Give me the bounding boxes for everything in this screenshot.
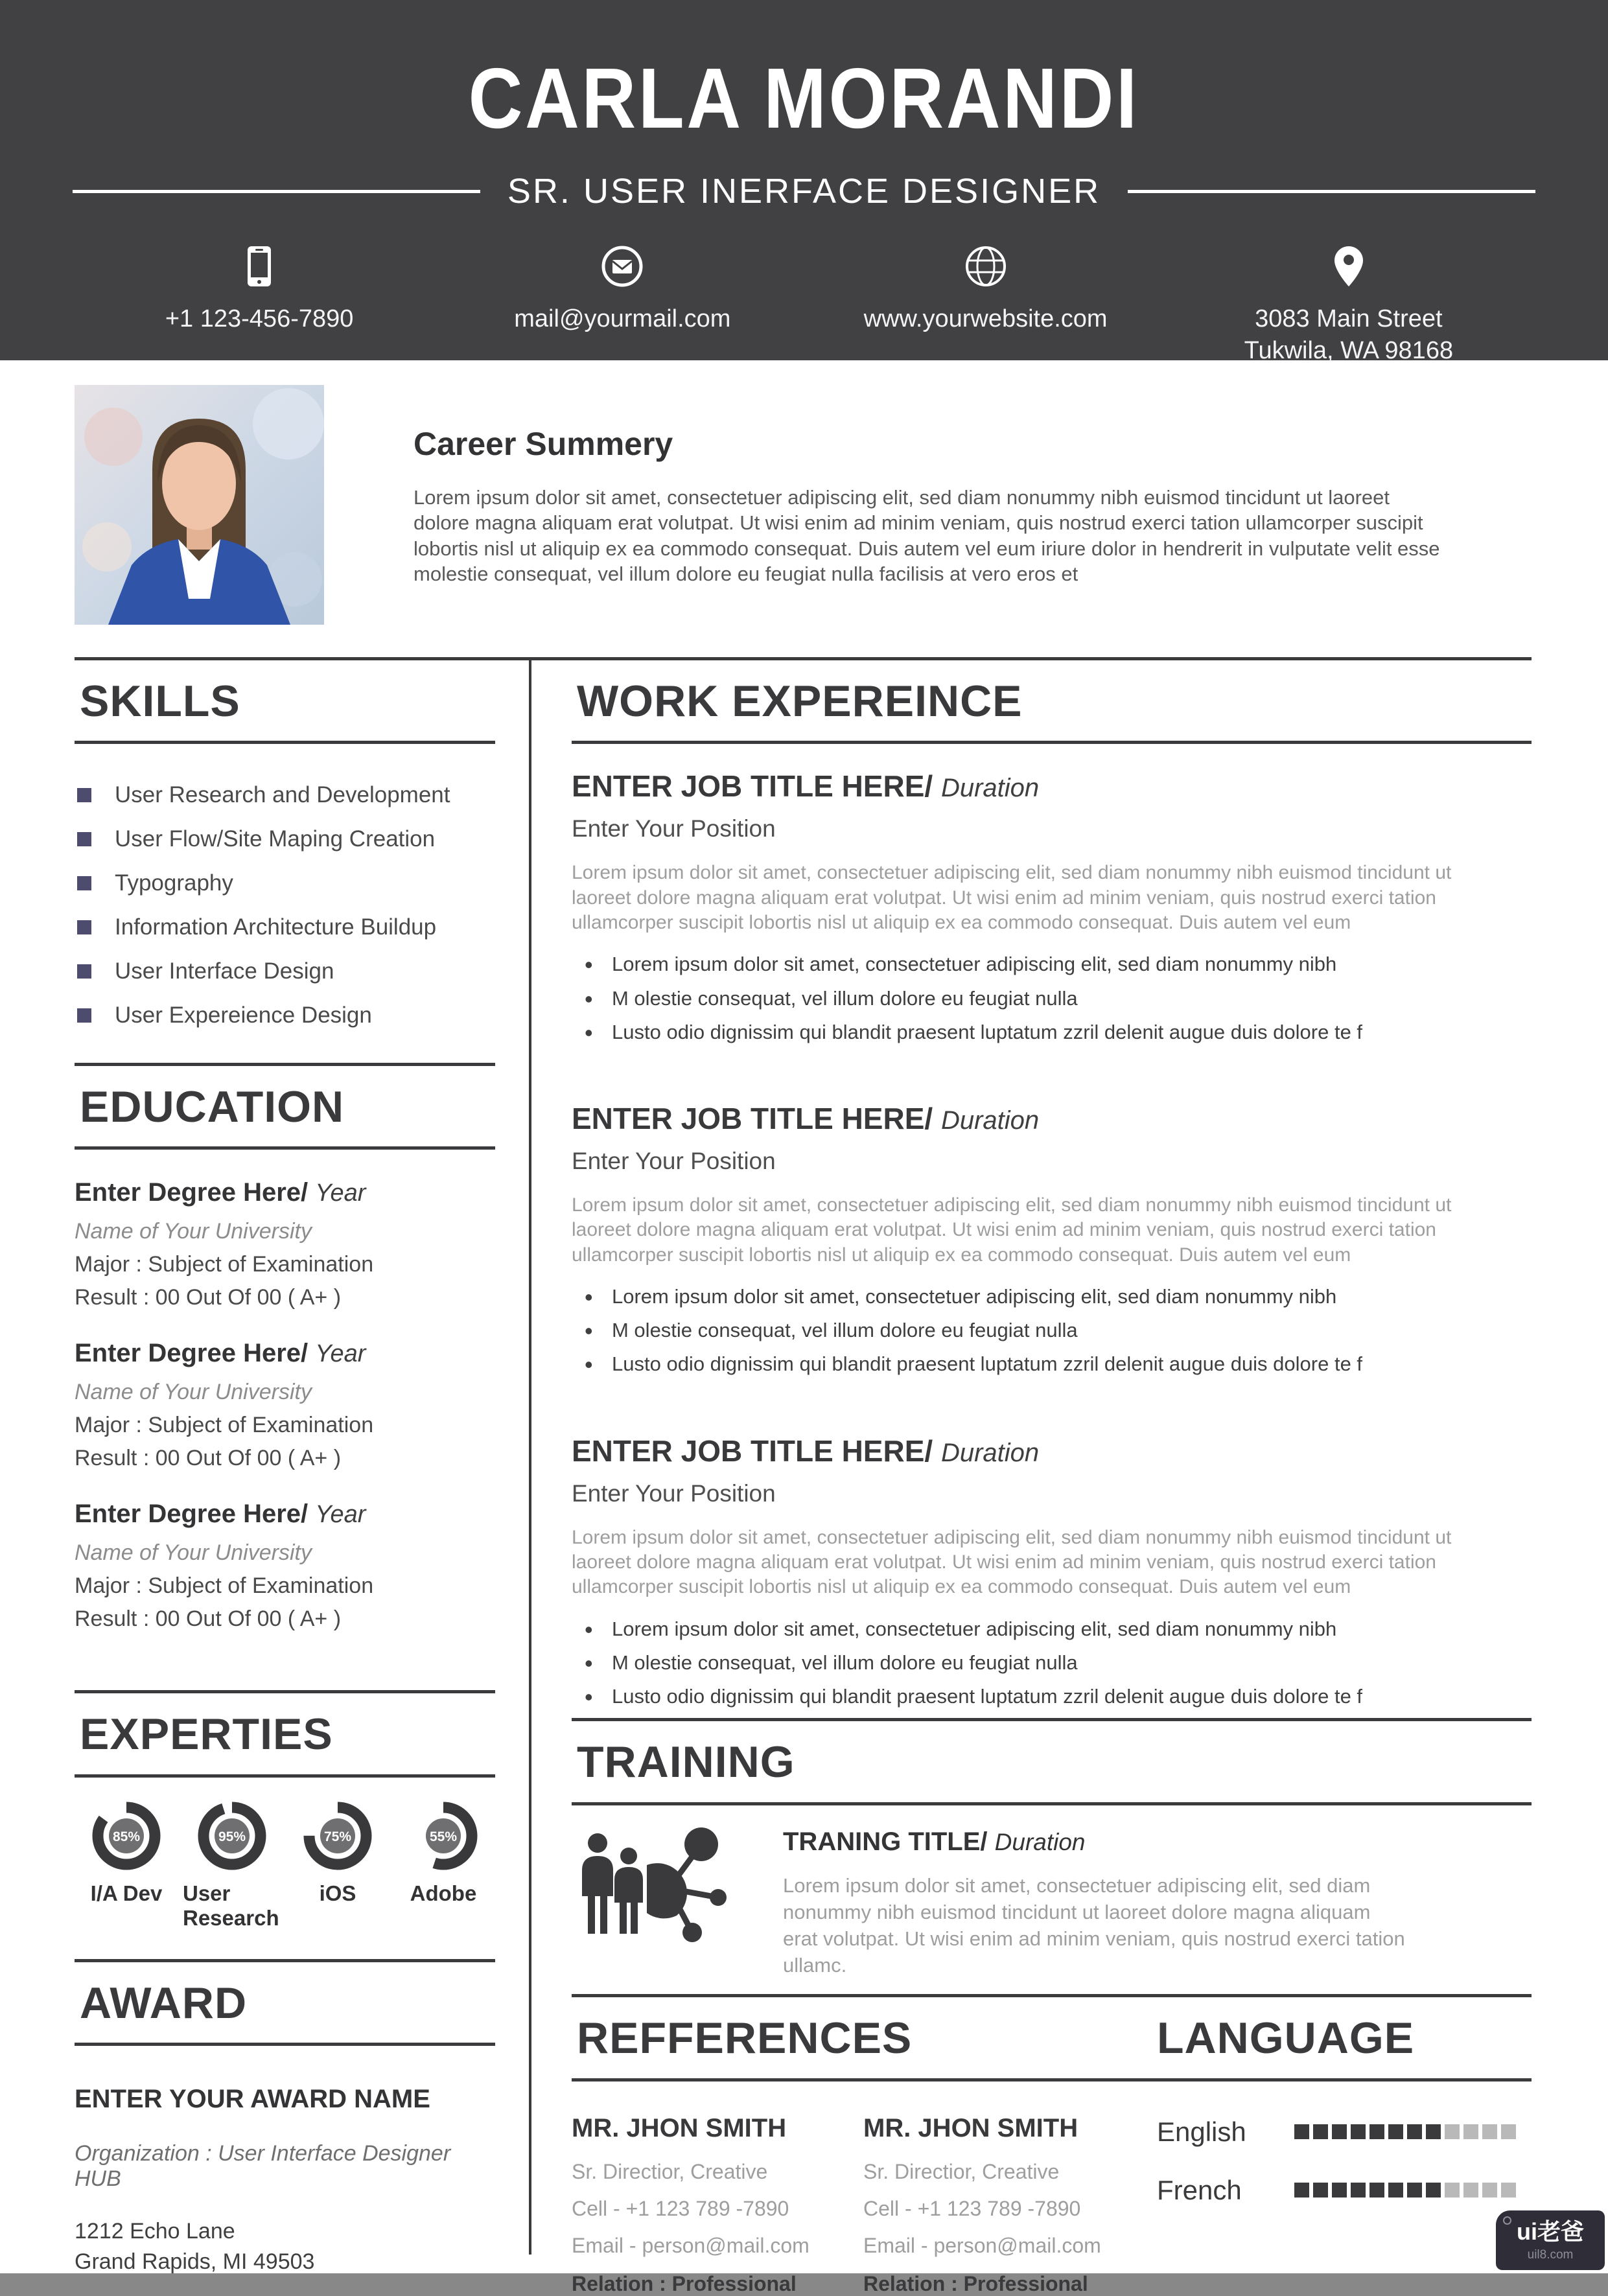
language-level-square	[1332, 2183, 1347, 2197]
skill-item	[75, 826, 495, 853]
language-level-square	[1313, 2183, 1328, 2197]
job-position: Enter Your Position	[572, 815, 776, 842]
language-level-square	[1388, 2183, 1403, 2197]
gauge-ring-icon	[90, 1800, 163, 1872]
skill-bullet-square	[77, 920, 91, 934]
career-summary-text: Lorem ipsum dolor sit amet, consectetuer adipiscing elit, sed diam nonummy nibh euismod tincidunt ut laoreet dolore magna aliquam erat volutpat. Ut wisi enim ad minim veniam, quis nostrud exerci tation ullamcorper suscipit lobortis nisl ut aliquip ex ea commodo consequat. Duis autem vel eum iriure dolor in hendrerit in vulputate velit esse molestie consequat, vel illum dolore eu feugiat nulla facilisis at vero eros et	[414, 486, 1440, 586]
major-line: Major : Subject of Examination	[75, 1573, 374, 1599]
skill-item	[75, 914, 495, 941]
work-experience-heading: WORK EXPEREINCE	[572, 660, 1532, 744]
training-body	[783, 1826, 1405, 1979]
language-list	[1157, 2114, 1532, 2296]
email-icon	[601, 245, 644, 288]
job-bullet: • M olestie consequat, vel illum dolore eu feugiat nulla	[585, 1651, 1532, 1675]
education-heading: EDUCATION	[75, 1063, 495, 1150]
language-level-square	[1407, 2183, 1422, 2197]
reference-email: Email - person@mail.com	[572, 2233, 810, 2257]
reference-email: Email - person@mail.com	[863, 2233, 1101, 2257]
svg-text:55%: 55%	[429, 1829, 458, 1844]
result-line: Result : 00 Out Of 00 ( A+ )	[75, 1606, 342, 1632]
skill-item	[75, 958, 495, 985]
job-title: ENTER JOB TITLE HERE/ Duration	[572, 1101, 1040, 1135]
contact-website	[804, 245, 1167, 367]
job-bullet: • Lorem ipsum dolor sit amet, consectetuer adipiscing elit, sed diam nonummy nibh	[585, 952, 1532, 976]
expertise-gauge	[183, 1800, 281, 1931]
skills-list	[75, 782, 495, 1029]
main-columns	[75, 657, 1532, 2295]
job-list	[572, 769, 1532, 1708]
job-title-band	[0, 171, 1608, 211]
skill-label: Information Architecture Buildup	[115, 914, 437, 940]
page-title: CARLA MORANDI	[468, 51, 1140, 146]
award-heading: AWARD	[75, 1959, 495, 2046]
skill-item	[75, 1002, 495, 1029]
language-level-square	[1426, 2183, 1441, 2197]
language-level-square	[1482, 2124, 1497, 2139]
language-level-square	[1351, 2124, 1366, 2139]
skill-label: User Interface Design	[115, 958, 334, 984]
degree-year: Year	[315, 1501, 366, 1529]
reference-name: MR. JHON SMITH	[572, 2113, 787, 2142]
language-row	[1157, 2175, 1532, 2206]
award-address: 1212 Echo Lane Grand Rapids, MI 49503	[75, 2218, 315, 2275]
gauge-label: Adobe	[410, 1881, 477, 1905]
references-heading: REFFERENCES	[577, 2013, 913, 2063]
language-level-bar	[1294, 2183, 1516, 2197]
training-text: Lorem ipsum dolor sit amet, consectetuer adipiscing elit, sed diam nonummy nibh euismod tincidunt ut laoreet dolore magna aliquam erat volutpat. Ut wisi enim ad minim veniam, quis nostrud exerci tation ullamc.	[783, 1873, 1405, 1977]
watermark-url: uil8.com	[1527, 2247, 1574, 2262]
job-position: Enter Your Position	[572, 1147, 776, 1174]
job-entry	[572, 769, 1532, 1044]
skills-heading: SKILLS	[75, 660, 495, 744]
language-level-square	[1501, 2183, 1516, 2197]
title-rule-right	[1128, 190, 1535, 193]
left-column	[75, 660, 531, 2275]
result-line: Result : 00 Out Of 00 ( A+ )	[75, 1446, 342, 1471]
job-description: Lorem ipsum dolor sit amet, consectetuer adipiscing elit, sed diam nonummy nibh euismod tincidunt ut laoreet dolore magna aliquam erat volutpat. Ut wisi enim ad minim veniam, quis nostrud exerci tation ullamcorper suscipit lobortis nisl ut aliquip ex ea commodo consequat. Duis autem vel eum	[572, 862, 1452, 933]
education-entry	[75, 1339, 495, 1471]
reference-relation: Relation : Professional	[572, 2271, 797, 2295]
language-level-square	[1463, 2124, 1478, 2139]
language-level-square	[1501, 2124, 1516, 2139]
major-line: Major : Subject of Examination	[75, 1413, 374, 1438]
language-level-square	[1369, 2124, 1384, 2139]
award-name: ENTER YOUR AWARD NAME	[75, 2084, 430, 2113]
job-bullet: • Lorem ipsum dolor sit amet, consectetuer adipiscing elit, sed diam nonummy nibh	[585, 1617, 1532, 1641]
university-name: Name of Your University	[75, 1540, 312, 1566]
job-position: Enter Your Position	[572, 1479, 776, 1507]
skill-label: User Research and Development	[115, 782, 450, 808]
references-language-content	[572, 2114, 1532, 2296]
job-bullet-list	[585, 952, 1532, 1044]
reference-card	[863, 2114, 1155, 2296]
reference-role: Sr. Directior, Creative	[863, 2159, 1060, 2183]
skill-item	[75, 782, 495, 809]
job-entry	[572, 1101, 1532, 1376]
gauge-label: iOS	[319, 1881, 356, 1905]
language-heading: LANGUAGE	[1157, 2013, 1415, 2063]
reference-card	[572, 2114, 863, 2296]
career-summary-body	[414, 385, 1447, 625]
professional-title: SR. USER INERFACE DESIGNER	[507, 172, 1101, 211]
language-row	[1157, 2116, 1532, 2148]
job-bullet-list	[585, 1284, 1532, 1376]
reference-name: MR. JHON SMITH	[863, 2113, 1078, 2142]
title-rule-left	[73, 190, 480, 193]
language-level-square	[1407, 2124, 1422, 2139]
website-url: www.yourwebsite.com	[863, 305, 1108, 332]
reference-cards	[572, 2114, 1157, 2296]
references-language-band	[572, 1994, 1532, 2081]
career-summary-heading: Career Summery	[414, 426, 673, 462]
right-column	[531, 660, 1532, 2295]
job-title: ENTER JOB TITLE HERE/ Duration	[572, 1433, 1040, 1468]
svg-text:85%: 85%	[112, 1829, 141, 1844]
skill-item	[75, 870, 495, 897]
reference-relation: Relation : Professional	[863, 2271, 1088, 2295]
language-level-square	[1482, 2183, 1497, 2197]
training-entry	[572, 1826, 1532, 1979]
job-duration: Duration	[940, 1438, 1040, 1467]
experties-heading: EXPERTIES	[75, 1690, 495, 1777]
watermark-badge	[1496, 2210, 1605, 2270]
svg-text:75%: 75%	[323, 1829, 352, 1844]
job-bullet: • M olestie consequat, vel illum dolore eu feugiat nulla	[585, 1318, 1532, 1342]
skill-bullet-square	[77, 1008, 91, 1023]
training-heading: TRAINING	[572, 1718, 1532, 1805]
job-title: ENTER JOB TITLE HERE/ Duration	[572, 769, 1040, 804]
skill-bullet-square	[77, 832, 91, 846]
degree-year: Year	[315, 1179, 366, 1207]
reference-cell: Cell - +1 123 789 -7890	[863, 2196, 1081, 2220]
language-level-square	[1463, 2183, 1478, 2197]
skill-label: User Flow/Site Maping Creation	[115, 826, 436, 852]
contact-address	[1167, 245, 1530, 367]
job-bullet-list	[585, 1617, 1532, 1709]
gauge-ring-icon	[196, 1800, 268, 1872]
degree-title: Enter Degree Here/ Year	[75, 1178, 366, 1207]
contact-email	[441, 245, 804, 367]
language-level-square	[1351, 2183, 1366, 2197]
education-list	[75, 1178, 495, 1632]
training-people-network-icon	[574, 1826, 728, 1979]
language-level-square	[1294, 2183, 1309, 2197]
expertise-gauge	[288, 1800, 387, 1931]
job-entry	[572, 1433, 1532, 1709]
skill-label: User Expereience Design	[115, 1003, 372, 1028]
gauge-ring-icon	[407, 1800, 480, 1872]
language-level-square	[1445, 2124, 1460, 2139]
skill-bullet-square	[77, 788, 91, 802]
job-description: Lorem ipsum dolor sit amet, consectetuer adipiscing elit, sed diam nonummy nibh euismod tincidunt ut laoreet dolore magna aliquam erat volutpat. Ut wisi enim ad minim veniam, quis nostrud exerci tation ullamcorper suscipit lobortis nisl ut aliquip ex ea commodo consequat. Duis autem vel eum	[572, 1526, 1452, 1598]
reference-cell: Cell - +1 123 789 -7890	[572, 2196, 789, 2220]
language-level-square	[1445, 2183, 1460, 2197]
degree-year: Year	[315, 1340, 366, 1368]
phone-icon	[242, 245, 276, 288]
job-bullet: • M olestie consequat, vel illum dolore eu feugiat nulla	[585, 986, 1532, 1010]
language-level-square	[1388, 2124, 1403, 2139]
language-level-square	[1332, 2124, 1347, 2139]
expertise-gauge	[77, 1800, 176, 1931]
job-bullet: • Lusto odio dignissim qui blandit praesent luptatum zzril delenit augue duis dolore te f	[585, 1684, 1532, 1708]
profile-photo	[75, 385, 324, 625]
language-level-square	[1426, 2124, 1441, 2139]
award-organization: Organization : User Interface Designer HUB	[75, 2140, 451, 2191]
globe-icon	[964, 245, 1007, 288]
header	[0, 0, 1608, 365]
language-level-square	[1294, 2124, 1309, 2139]
skill-label: Typography	[115, 870, 233, 896]
language-level-square	[1369, 2183, 1384, 2197]
job-duration: Duration	[940, 774, 1040, 803]
language-name: French	[1157, 2174, 1242, 2205]
reference-role: Sr. Directior, Creative	[572, 2159, 768, 2183]
experties-gauges	[75, 1800, 495, 1931]
gauge-ring-icon	[301, 1800, 374, 1872]
job-bullet: • Lusto odio dignissim qui blandit praesent luptatum zzril delenit augue duis dolore te f	[585, 1020, 1532, 1044]
major-line: Major : Subject of Examination	[75, 1252, 374, 1277]
education-entry	[75, 1500, 495, 1632]
street-address: 3083 Main Street Tukwila, WA 98168	[1244, 305, 1454, 365]
gauge-label: User Research	[183, 1881, 279, 1930]
language-name: English	[1157, 2116, 1246, 2147]
contact-phone	[78, 245, 441, 367]
location-icon	[1333, 245, 1364, 288]
education-entry	[75, 1178, 495, 1310]
phone-number: +1 123-456-7890	[165, 305, 354, 332]
skill-bullet-square	[77, 876, 91, 890]
job-bullet: • Lusto odio dignissim qui blandit praesent luptatum zzril delenit augue duis dolore te f	[585, 1352, 1532, 1376]
watermark-logo-text: ui老爸	[1517, 2218, 1584, 2245]
expertise-gauge	[394, 1800, 493, 1931]
gauge-label: I/A Dev	[90, 1881, 163, 1905]
language-level-bar	[1294, 2124, 1516, 2139]
career-summary-section	[0, 360, 1608, 625]
degree-title: Enter Degree Here/ Year	[75, 1339, 366, 1368]
job-bullet: • Lorem ipsum dolor sit amet, consectetuer adipiscing elit, sed diam nonummy nibh	[585, 1284, 1532, 1308]
university-name: Name of Your University	[75, 1380, 312, 1405]
result-line: Result : 00 Out Of 00 ( A+ )	[75, 1285, 342, 1310]
email-address: mail@yourmail.com	[514, 305, 731, 332]
contact-bar	[0, 245, 1608, 367]
job-description: Lorem ipsum dolor sit amet, consectetuer adipiscing elit, sed diam nonummy nibh euismod tincidunt ut laoreet dolore magna aliquam erat volutpat. Ut wisi enim ad minim veniam, quis nostrud exerci tation ullamcorper suscipit lobortis nisl ut aliquip ex ea commodo consequat. Duis autem vel eum	[572, 1194, 1452, 1266]
training-title: TRANING TITLE/ Duration	[783, 1827, 1086, 1856]
language-level-square	[1313, 2124, 1328, 2139]
degree-title: Enter Degree Here/ Year	[75, 1500, 366, 1529]
job-duration: Duration	[940, 1106, 1040, 1135]
university-name: Name of Your University	[75, 1219, 312, 1244]
svg-text:95%: 95%	[218, 1829, 246, 1844]
skill-bullet-square	[77, 964, 91, 979]
